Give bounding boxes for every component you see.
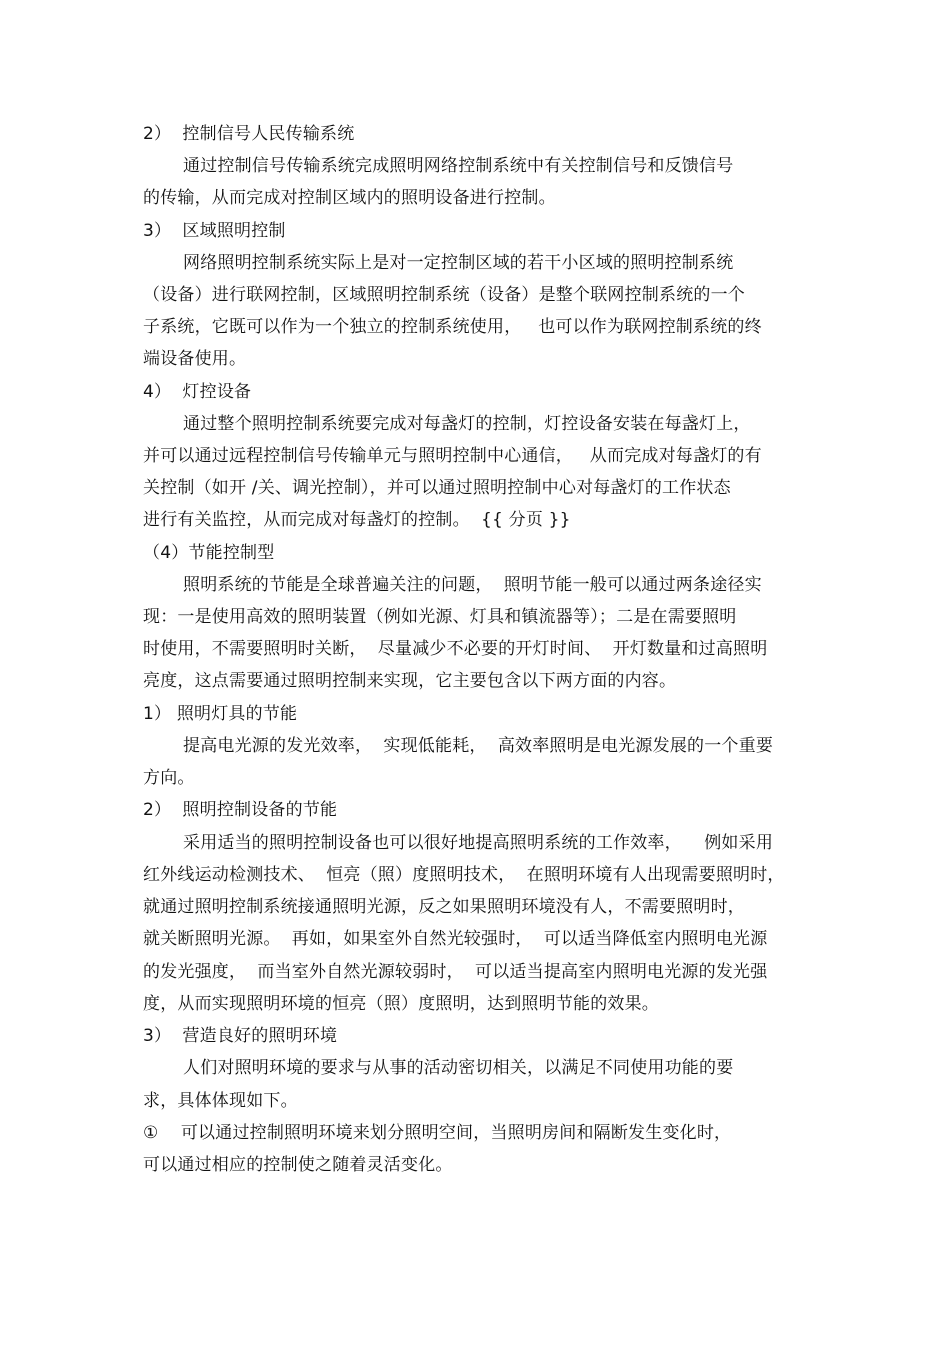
- paragraph-line: 就通过照明控制系统接通照明光源，反之如果照明环境没有人，不需要照明时，: [143, 897, 745, 917]
- paragraph-line: 并可以通过远程控制信号传输单元与照明控制中心通信， 从而完成对每盏灯的有: [143, 446, 762, 466]
- paragraph-line: 提高电光源的发光效率， 实现低能耗， 高效率照明是电光源发展的一个重要: [183, 736, 774, 756]
- paragraph-line: 网络照明控制系统实际上是对一定控制区域的若干小区域的照明控制系统: [183, 253, 734, 273]
- paragraph-line: 现：一是使用高效的照明装置（例如光源、灯具和镇流器等）；二是在需要照明: [143, 607, 737, 627]
- heading-fixture-saving: 1） 照明灯具的节能: [143, 704, 298, 724]
- heading-lamp-control: 4） 灯控设备: [143, 382, 252, 402]
- paragraph-line: 人们对照明环境的要求与从事的活动密切相关，以满足不同使用功能的要: [183, 1058, 734, 1078]
- heading-device-saving: 2） 照明控制设备的节能: [143, 800, 338, 820]
- paragraph-line: 红外线运动检测技术、 恒亮（照）度照明技术， 在照明环境有人出现需要照明时，: [143, 865, 785, 885]
- list-item-line: ① 可以通过控制照明环境来划分照明空间，当照明房间和隔断发生变化时，: [143, 1123, 732, 1143]
- paragraph-line: 通过控制信号传输系统完成照明网络控制系统中有关控制信号和反馈信号: [183, 156, 734, 176]
- heading-energy-saving: （4）节能控制型: [143, 543, 275, 563]
- paragraph-line: 端设备使用。: [143, 349, 247, 369]
- paragraph-line: 方向。: [143, 768, 195, 788]
- paragraph-line: 通过整个照明控制系统要完成对每盏灯的控制，灯控设备安装在每盏灯上，: [183, 414, 751, 434]
- heading-area-lighting: 3） 区域照明控制: [143, 221, 286, 241]
- paragraph-line: 度，从而实现照明环境的恒亮（照）度照明，达到照明节能的效果。: [143, 994, 659, 1014]
- paragraph-line: 的传输，从而完成对控制区域内的照明设备进行控制。: [143, 188, 556, 208]
- paragraph-line: 进行有关监控，从而完成对每盏灯的控制。 {{ 分页 }}: [143, 510, 571, 530]
- paragraph-line: 求，具体体现如下。: [143, 1091, 298, 1111]
- paragraph-line: 可以通过相应的控制使之随着灵活变化。: [143, 1155, 453, 1175]
- heading-environment: 3） 营造良好的照明环境: [143, 1026, 338, 1046]
- paragraph-line: 照明系统的节能是全球普遍关注的问题， 照明节能一般可以通过两条途径实: [183, 575, 762, 595]
- heading-control-signal: 2） 控制信号人民传输系统: [143, 124, 355, 144]
- paragraph-line: 采用适当的照明控制设备也可以很好地提高照明系统的工作效率， 例如采用: [183, 833, 774, 853]
- paragraph-line: 亮度，这点需要通过照明控制来实现，它主要包含以下两方面的内容。: [143, 671, 677, 691]
- paragraph-line: （设备）进行联网控制，区域照明控制系统（设备）是整个联网控制系统的一个: [143, 285, 745, 305]
- paragraph-line: 子系统，它既可以作为一个独立的控制系统使用， 也可以作为联网控制系统的终: [143, 317, 762, 337]
- paragraph-line: 关控制（如开 /关、调光控制），并可以通过照明控制中心对每盏灯的工作状态: [143, 478, 731, 498]
- paragraph-line: 就关断照明光源。 再如，如果室外自然光较强时， 可以适当降低室内照明电光源: [143, 929, 768, 949]
- paragraph-line: 的发光强度， 而当室外自然光源较弱时， 可以适当提高室内照明电光源的发光强: [143, 962, 768, 982]
- paragraph-line: 时使用，不需要照明时关断， 尽量减少不必要的开灯时间、 开灯数量和过高照明: [143, 639, 768, 659]
